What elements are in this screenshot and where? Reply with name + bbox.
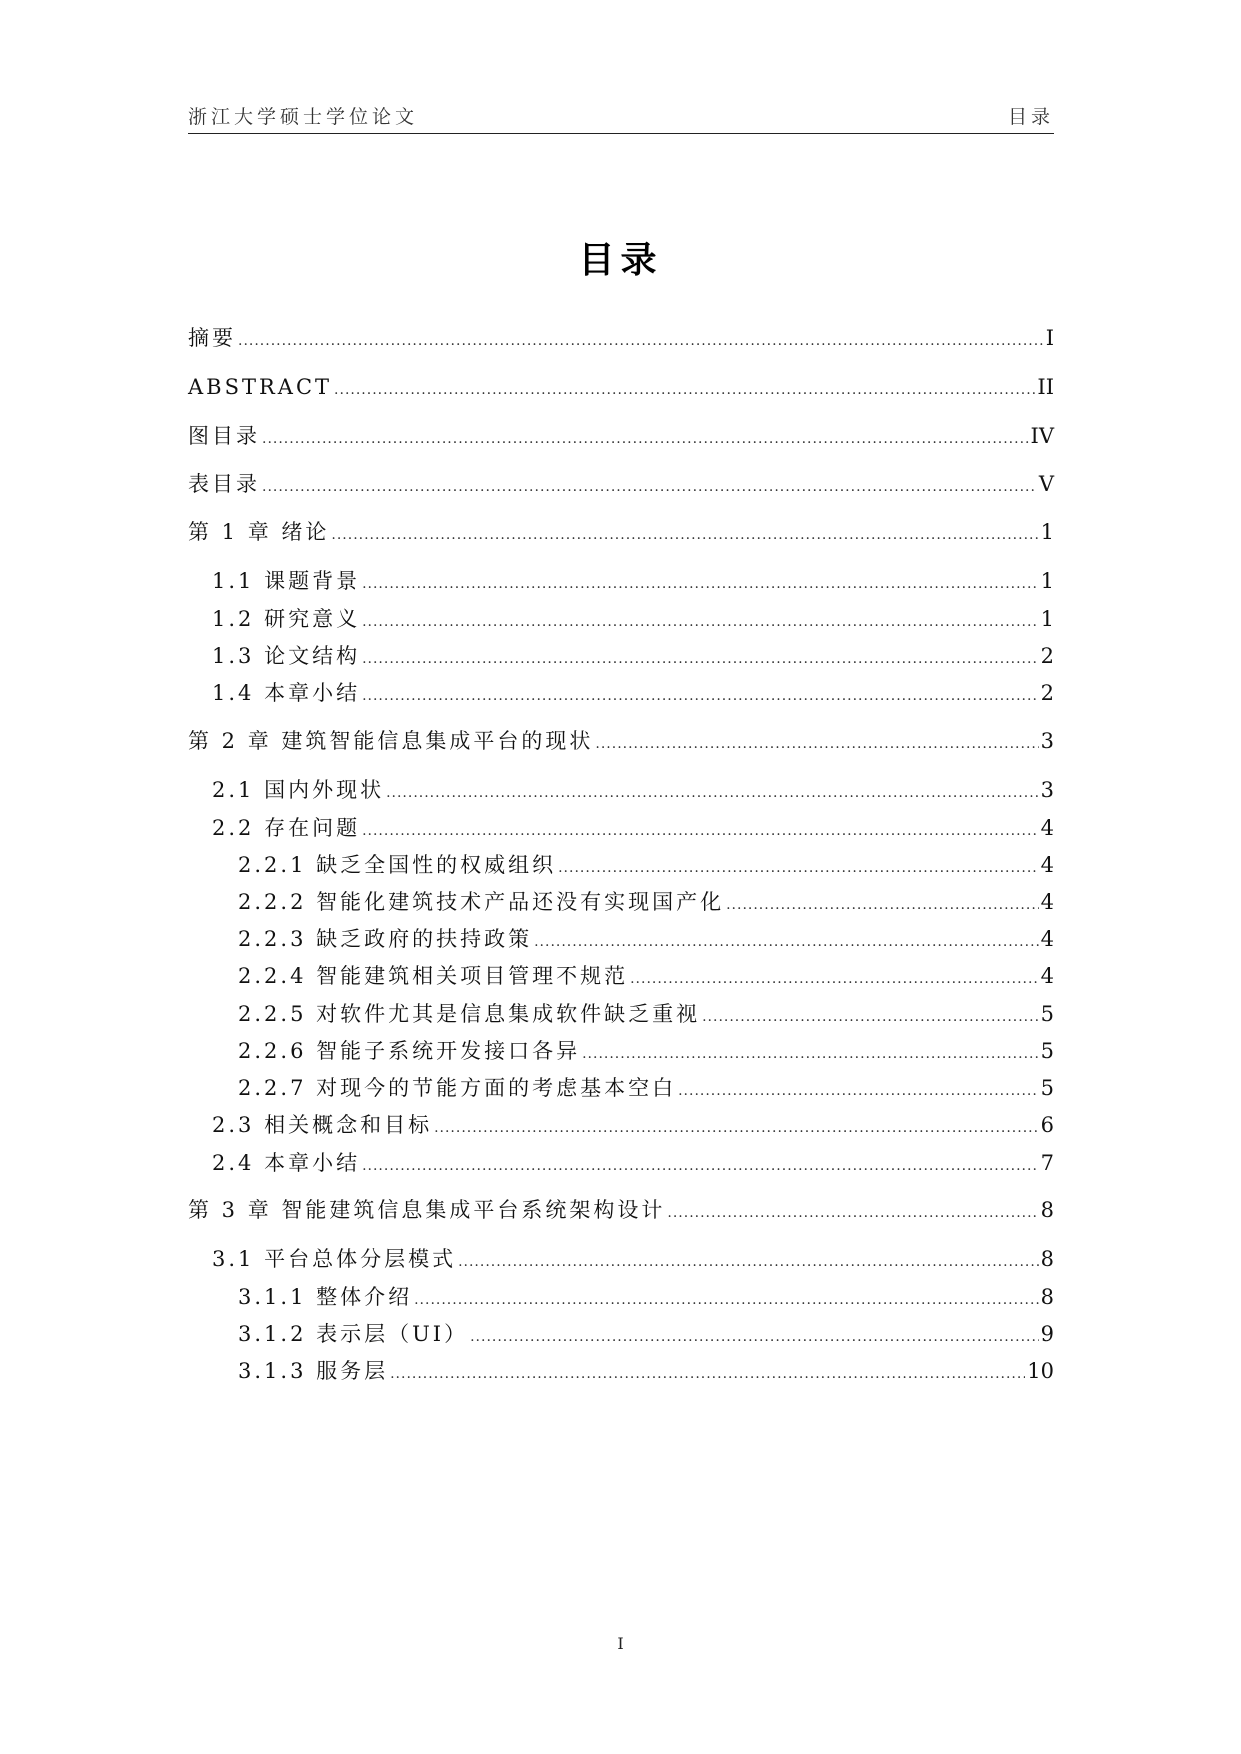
toc-entry-page: 8 <box>1040 1285 1054 1309</box>
toc-entry-label: 3.1 平台总体分层模式 <box>212 1247 457 1271</box>
toc-entry-label: 图目录 <box>188 424 260 448</box>
toc-entry[interactable] <box>188 565 1054 597</box>
toc-entry-label: 第 3 章 智能建筑信息集成平台系统架构设计 <box>188 1198 666 1222</box>
toc-entry[interactable] <box>188 1281 1054 1313</box>
toc-entry-label: 1.3 论文结构 <box>212 644 361 668</box>
toc-leader-dots <box>414 1284 1039 1316</box>
toc-entry[interactable] <box>188 1035 1054 1067</box>
toc-entry[interactable] <box>188 774 1054 806</box>
toc-entry[interactable] <box>188 886 1054 918</box>
toc-entry-label: 1.2 研究意义 <box>212 607 361 631</box>
toc-entry-page: 3 <box>1040 778 1054 802</box>
toc-entry-page: 9 <box>1040 1322 1054 1346</box>
toc-leader-dots <box>582 1038 1039 1070</box>
toc-entry-label: 2.2.2 智能化建筑技术产品还没有实现国产化 <box>238 890 725 914</box>
page-title: 目录 <box>578 240 663 281</box>
toc-entry[interactable] <box>188 923 1054 955</box>
toc-entry[interactable] <box>188 420 1054 452</box>
toc-entry-page: 5 <box>1040 1039 1054 1063</box>
toc-entry[interactable] <box>188 812 1054 844</box>
toc-leader-dots <box>390 1358 1025 1390</box>
toc-entry[interactable] <box>188 468 1054 500</box>
toc-entry-label: ABSTRACT <box>188 375 333 399</box>
toc-leader-dots <box>362 815 1039 847</box>
toc-entry-page: 5 <box>1040 1002 1054 1026</box>
toc-entry-page: 1 <box>1040 569 1054 593</box>
toc-entry-label: 2.1 国内外现状 <box>212 778 385 802</box>
toc-leader-dots <box>386 777 1039 809</box>
toc-entry[interactable] <box>188 1318 1054 1350</box>
toc-entry-page: I <box>1045 326 1054 350</box>
toc-entry-page: II <box>1037 375 1054 399</box>
toc-entry-page: 4 <box>1040 927 1054 951</box>
toc-entry-page: 8 <box>1040 1247 1054 1271</box>
toc-leader-dots <box>458 1246 1039 1278</box>
toc-leader-dots <box>331 519 1038 551</box>
toc-leader-dots <box>362 1150 1039 1182</box>
toc-entry-page: 5 <box>1040 1076 1054 1100</box>
toc-leader-dots <box>702 1001 1039 1033</box>
toc-entry-page: 8 <box>1040 1198 1054 1222</box>
toc-entry-label: 1.1 课题背景 <box>212 569 361 593</box>
toc-entry-label: 2.2.3 缺乏政府的扶持政策 <box>238 927 533 951</box>
toc-entry[interactable] <box>188 677 1054 709</box>
toc-entry[interactable] <box>188 998 1054 1030</box>
toc-entry-label: 2.4 本章小结 <box>212 1151 361 1175</box>
toc-entry[interactable] <box>188 849 1054 881</box>
toc-entry-label: 2.2 存在问题 <box>212 816 361 840</box>
toc-leader-dots <box>534 926 1039 958</box>
toc-entry[interactable] <box>188 1147 1054 1179</box>
toc-entry-label: 表目录 <box>188 472 260 496</box>
toc-entry-page: 10 <box>1027 1359 1054 1383</box>
toc-entry[interactable] <box>188 1355 1054 1387</box>
toc-entry[interactable] <box>188 725 1054 757</box>
toc-entry[interactable] <box>188 1072 1054 1104</box>
toc-entry-label: 2.2.1 缺乏全国性的权威组织 <box>238 853 557 877</box>
toc-leader-dots <box>558 852 1039 884</box>
header-section-title: 目录 <box>1007 106 1054 128</box>
toc-entry-page: IV <box>1030 424 1054 448</box>
toc-leader-dots <box>667 1197 1038 1229</box>
toc-entry-page: 2 <box>1040 644 1054 668</box>
toc-entry-page: 6 <box>1040 1113 1054 1137</box>
toc-entry-label: 3.1.1 整体介绍 <box>238 1285 413 1309</box>
toc-leader-dots <box>726 889 1039 921</box>
toc-entry[interactable] <box>188 960 1054 992</box>
toc-leader-dots <box>238 325 1044 357</box>
toc-entry-label: 2.2.7 对现今的节能方面的考虑基本空白 <box>238 1076 677 1100</box>
toc-leader-dots <box>262 471 1037 503</box>
toc-leader-dots <box>334 374 1035 406</box>
toc-entry-page: V <box>1038 472 1054 496</box>
toc-entry-label: 3.1.3 服务层 <box>238 1359 389 1383</box>
toc-entry[interactable] <box>188 640 1054 672</box>
toc-entry-page: 2 <box>1040 681 1054 705</box>
toc-leader-dots <box>362 606 1039 638</box>
toc-entry-page: 1 <box>1040 520 1054 544</box>
toc-entry[interactable] <box>188 1194 1054 1226</box>
page-number: I <box>617 1634 624 1653</box>
toc-entry[interactable] <box>188 1109 1054 1141</box>
header-thesis-title: 浙江大学硕士学位论文 <box>188 106 419 128</box>
toc-entry-page: 4 <box>1040 964 1054 988</box>
toc-entry-page: 1 <box>1040 607 1054 631</box>
toc-entry-page: 4 <box>1040 890 1054 914</box>
toc-entry-label: 第 1 章 绪论 <box>188 520 330 544</box>
toc-entry-label: 摘要 <box>188 326 236 350</box>
toc-entry-page: 4 <box>1040 853 1054 877</box>
toc-entry-label: 1.4 本章小结 <box>212 681 361 705</box>
toc-entry[interactable] <box>188 603 1054 635</box>
toc-entry-label: 第 2 章 建筑智能信息集成平台的现状 <box>188 729 594 753</box>
toc-leader-dots <box>470 1321 1039 1353</box>
toc-entry[interactable] <box>188 371 1054 403</box>
toc-leader-dots <box>262 423 1029 455</box>
toc-entry[interactable] <box>188 322 1054 354</box>
toc-entry[interactable] <box>188 516 1054 548</box>
toc-entry-label: 2.2.5 对软件尤其是信息集成软件缺乏重视 <box>238 1002 701 1026</box>
running-header <box>188 100 1054 134</box>
toc-leader-dots <box>362 568 1039 600</box>
toc-leader-dots <box>678 1075 1039 1107</box>
toc-leader-dots <box>362 643 1039 675</box>
toc-leader-dots <box>434 1112 1039 1144</box>
toc-leader-dots <box>362 680 1039 712</box>
toc-leader-dots <box>595 728 1038 760</box>
toc-leader-dots <box>630 963 1039 995</box>
toc-entry-page: 7 <box>1040 1151 1054 1175</box>
toc-entry-label: 2.2.4 智能建筑相关项目管理不规范 <box>238 964 629 988</box>
toc-entry-label: 2.3 相关概念和目标 <box>212 1113 433 1137</box>
toc-entry-label: 2.2.6 智能子系统开发接口各异 <box>238 1039 581 1063</box>
toc-entry-label: 3.1.2 表示层（UI） <box>238 1322 469 1346</box>
toc-entry-page: 4 <box>1040 816 1054 840</box>
toc-entry[interactable] <box>188 1243 1054 1275</box>
toc-entry-page: 3 <box>1040 729 1054 753</box>
